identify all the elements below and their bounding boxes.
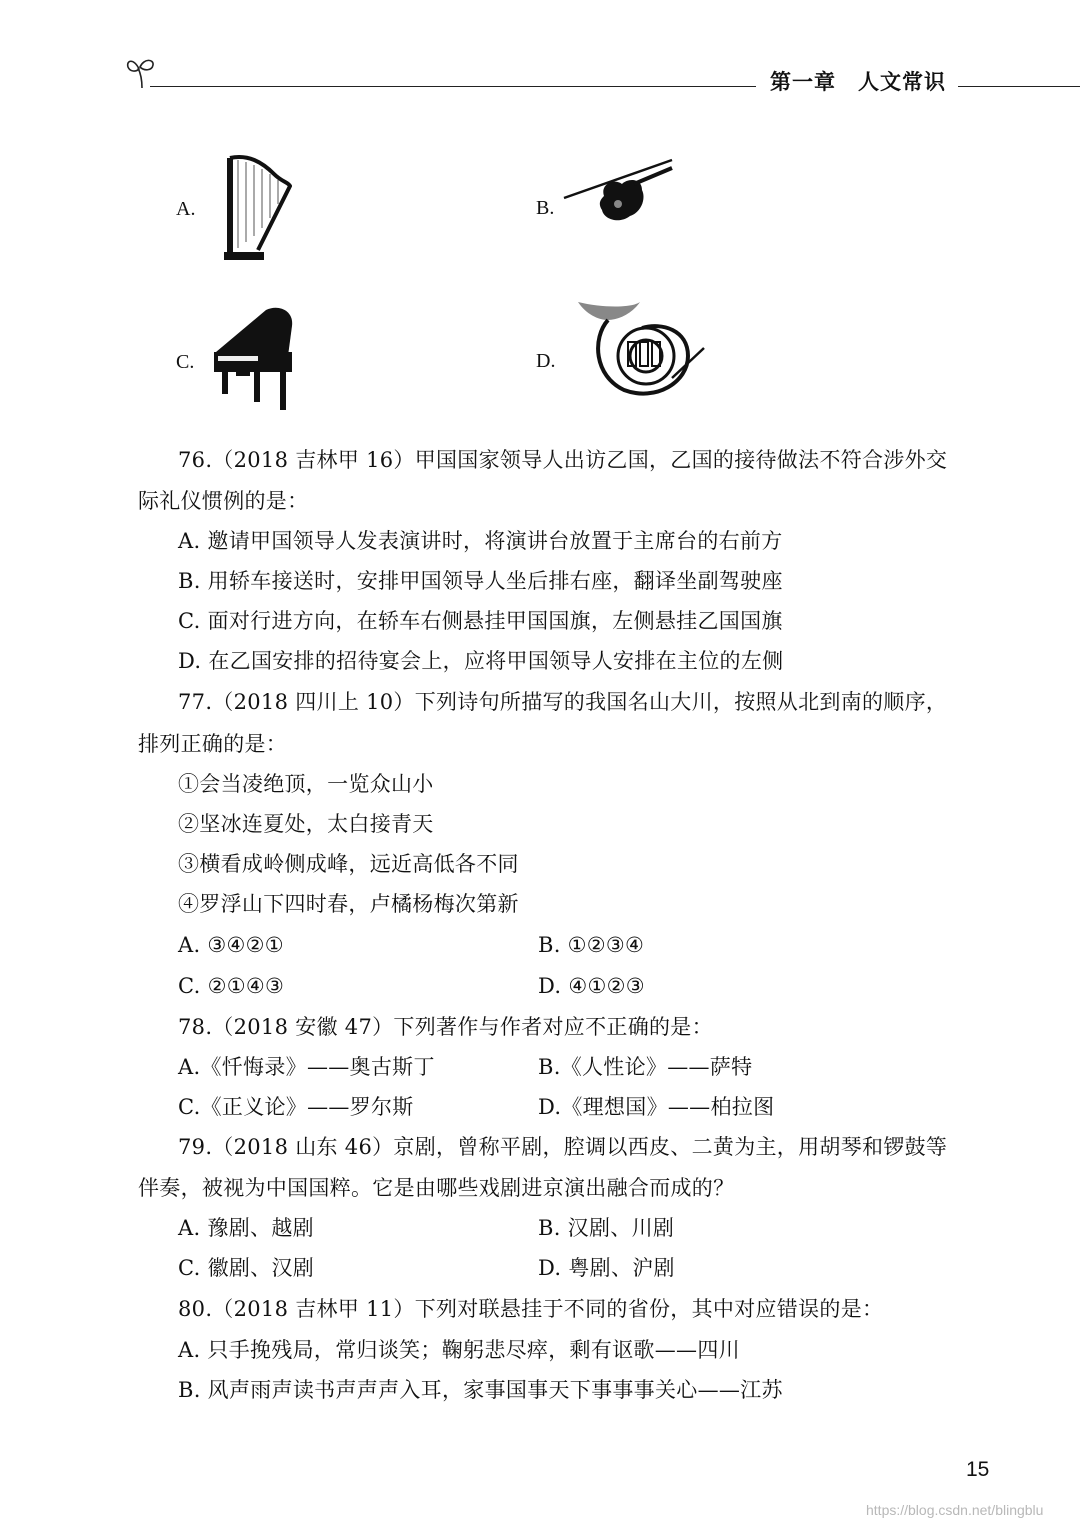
question-77-stem-cont: 排列正确的是： xyxy=(138,732,288,756)
question-76-stem-cont: 际礼仪惯例的是： xyxy=(138,489,309,513)
option-letter-b: B. xyxy=(536,197,555,219)
question-76-option-c: C. 面对行进方向，在轿车右侧悬挂甲国国旗，左侧悬挂乙国国旗 xyxy=(178,609,783,633)
question-77-option-d: D. ④①②③ xyxy=(538,974,645,998)
question-78-option-c: C.《正义论》——罗尔斯 xyxy=(178,1095,414,1119)
question-79-option-b: B. 汉剧、川剧 xyxy=(538,1216,675,1240)
option-letter-a: A. xyxy=(176,198,196,220)
question-77-poem-1: ①会当凌绝顶，一览众山小 xyxy=(178,772,434,796)
question-77-stem: 77.（2018 四川上 10）下列诗句所描写的我国名山大川，按照从北到南的顺序， xyxy=(178,690,948,714)
question-76-option-a: A. 邀请甲国领导人发表演讲时，将演讲台放置于主席台的右前方 xyxy=(178,529,783,553)
watermark: https://blog.csdn.net/blingblu xyxy=(866,1502,1044,1518)
question-80-option-a: A. 只手挽残局，常归谈笑；鞠躬悲尽瘁，剩有讴歌——四川 xyxy=(178,1338,740,1362)
chapter-title: 人文常识 xyxy=(858,70,946,94)
question-79-option-c: C. 徽剧、汉剧 xyxy=(178,1256,315,1280)
harp-icon xyxy=(218,152,292,264)
question-76-option-d: D. 在乙国安排的招待宴会上，应将甲国领导人安排在主位的左侧 xyxy=(178,649,784,673)
french-horn-icon xyxy=(572,298,708,402)
chapter-number: 第一章 xyxy=(770,70,836,94)
question-78-option-d: D.《理想国》——柏拉图 xyxy=(538,1095,775,1119)
question-78-stem: 78.（2018 安徽 47）下列著作与作者对应不正确的是： xyxy=(178,1015,713,1039)
question-76-stem: 76.（2018 吉林甲 16）甲国国家领导人出访乙国，乙国的接待做法不符合涉外交 xyxy=(178,448,948,472)
question-78-option-b: B.《人性论》——萨特 xyxy=(538,1055,753,1079)
question-79-option-d: D. 粤剧、沪剧 xyxy=(538,1256,675,1280)
option-letter-d: D. xyxy=(536,350,556,372)
question-77-poem-2: ②坚冰连夏处，太白接青天 xyxy=(178,812,434,836)
header-rule-left xyxy=(150,86,756,87)
violin-icon xyxy=(562,154,676,226)
option-letter-c: C. xyxy=(176,351,195,373)
question-78-option-a: A.《忏悔录》——奥古斯丁 xyxy=(178,1055,435,1079)
question-77-option-c: C. ②①④③ xyxy=(178,974,285,998)
question-79-option-a: A. 豫剧、越剧 xyxy=(178,1216,314,1240)
chapter-heading xyxy=(770,66,946,96)
question-80-stem: 80.（2018 吉林甲 11）下列对联悬挂于不同的省份，其中对应错误的是： xyxy=(178,1297,884,1321)
header-rule-right xyxy=(958,86,1080,87)
question-80-option-b: B. 风声雨声读书声声声入耳，家事国事天下事事事关心——江苏 xyxy=(178,1378,783,1402)
question-77-option-b: B. ①②③④ xyxy=(538,933,645,957)
question-77-option-a: A. ③④②① xyxy=(178,933,284,957)
grand-piano-icon xyxy=(210,306,300,412)
page-number: 15 xyxy=(966,1458,990,1481)
question-79-stem: 79.（2018 山东 46）京剧，曾称平剧，腔调以西皮、二黄为主，用胡琴和锣鼓等 xyxy=(178,1135,948,1159)
question-76-option-b: B. 用轿车接送时，安排甲国领导人坐后排右座，翻译坐副驾驶座 xyxy=(178,569,783,593)
question-77-poem-3: ③横看成岭侧成峰，远近高低各不同 xyxy=(178,852,519,876)
question-77-poem-4: ④罗浮山下四时春，卢橘杨梅次第新 xyxy=(178,892,519,916)
question-79-stem-cont: 伴奏，被视为中国国粹。它是由哪些戏剧进京演出融合而成的？ xyxy=(138,1176,735,1200)
